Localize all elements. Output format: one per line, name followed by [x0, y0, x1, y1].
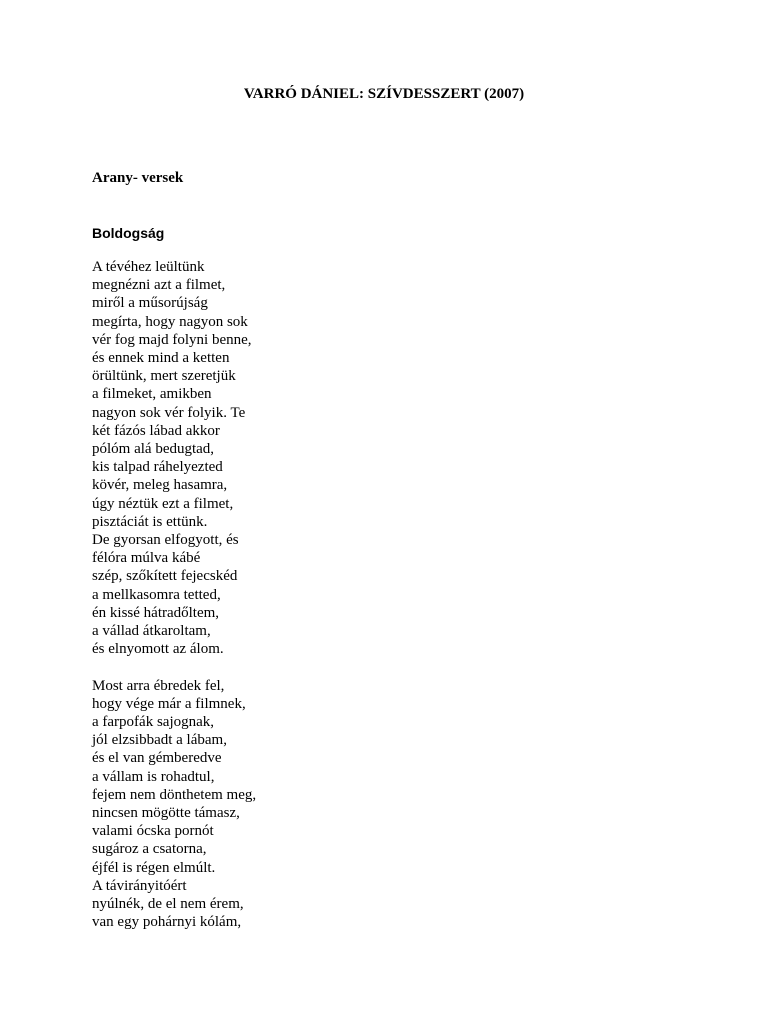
verse-line: megírta, hogy nagyon sok [92, 313, 248, 330]
verse-line: vér fog majd folyni benne, [92, 331, 252, 348]
verse-line: A tévéhez leültünk [92, 259, 205, 275]
verse-line: éjfél is régen elmúlt. [92, 859, 216, 876]
verse-line: a farpofák sajognak, [92, 714, 215, 731]
verse-line: miről a műsorújság [92, 295, 208, 312]
verse-line: a vállad átkaroltam, [92, 623, 211, 640]
document-title: VARRÓ DÁNIEL: SZÍVDESSZERT (2007) [243, 86, 525, 102]
verse-line: és el van gémberedve [92, 750, 222, 767]
verse-line: A távirányitóért [92, 877, 187, 894]
section-heading: Arany- versek [92, 170, 184, 186]
verse-line: örültünk, mert szeretjük [92, 368, 236, 385]
verse-line: jól elzsibbadt a lábam, [92, 732, 227, 749]
verse-line: úgy néztük ezt a filmet, [92, 495, 234, 512]
verse-line: sugároz a csatorna, [92, 841, 207, 858]
verse-line: kövér, meleg hasamra, [92, 477, 228, 494]
verse-line: én kissé hátradőltem, [92, 604, 220, 621]
verse-line: valami ócska pornót [92, 823, 214, 840]
verse-line: nyúlnék, de el nem érem, [92, 896, 244, 913]
poem-body [92, 258, 256, 950]
verse-line: a vállam is rohadtul, [92, 768, 215, 785]
poem-stanza [92, 258, 256, 658]
verse-line: fejem nem dönthetem meg, [92, 786, 257, 803]
verse-line: nagyon sok vér folyik. Te [92, 404, 246, 421]
verse-line: a filmeket, amikben [92, 386, 212, 403]
verse-line: De gyorsan elfogyott, és [92, 532, 239, 549]
verse-line: a mellkasomra tetted, [92, 586, 221, 603]
verse-line: pólóm alá bedugtad, [92, 441, 215, 458]
verse-line: megnézni azt a filmet, [92, 277, 226, 294]
verse-line: szép, szőkített fejecskéd [92, 568, 238, 585]
verse-line: félóra múlva kábé [92, 550, 201, 567]
poem-title: Boldogság [92, 225, 165, 241]
verse-line: kis talpad ráhelyezted [92, 459, 223, 476]
verse-line: van egy pohárnyi kólám, [92, 914, 242, 931]
poem-stanza [92, 677, 256, 932]
verse-line: pisztáciát is ettünk. [92, 513, 208, 530]
verse-line: nincsen mögötte támasz, [92, 805, 240, 822]
verse-line: két fázós lábad akkor [92, 422, 220, 439]
verse-line: Most arra ébredek fel, [92, 677, 225, 694]
verse-line: és elnyomott az álom. [92, 641, 224, 658]
verse-line: hogy vége már a filmnek, [92, 695, 246, 712]
verse-line: és ennek mind a ketten [92, 350, 230, 367]
